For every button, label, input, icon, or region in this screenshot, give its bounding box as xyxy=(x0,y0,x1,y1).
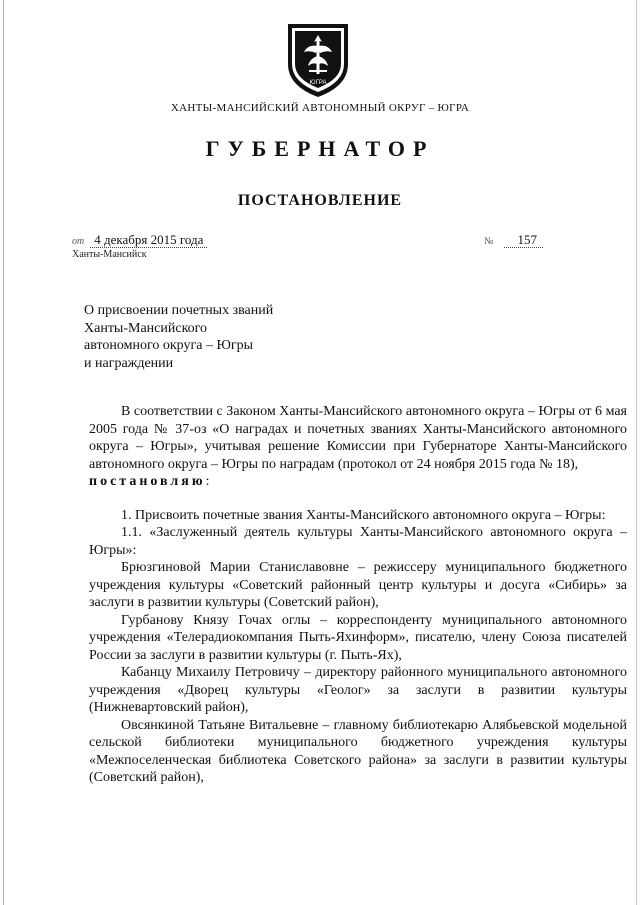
date-prefix: от xyxy=(72,236,85,247)
document-body xyxy=(89,403,627,787)
subject-line: О присвоении почетных званий xyxy=(84,303,274,318)
region-name: ХАНТЫ-МАНСИЙСКИЙ АВТОНОМНЫЙ ОКРУГ – ЮГРА xyxy=(170,102,470,114)
resolve-word: постановляю xyxy=(89,474,206,489)
governor-title: ГУБЕРНАТОР xyxy=(205,136,435,161)
preamble-text: В соответствии с Законом Ханты-Мансийского автономного округа – Югры от 6 мая 2005 года № 37-оз «О наградах и почетных званиях Ханты-Мансийского автономного округа – Югры», учитывая решение Комиссии при Губернаторе Ханты-Мансийского автономного округа – Югры по наградам (протокол от 24 ноября 2015 года № 18), xyxy=(89,404,627,472)
number-prefix: № xyxy=(484,236,494,247)
number-line xyxy=(484,232,543,248)
emblem-caption: ЮГРА xyxy=(309,80,327,86)
preamble-paragraph xyxy=(89,403,627,491)
award-paragraph: Брюзгиновой Марии Станиславовне – режиссеру муниципального бюджетного учреждения культуры «Советский районный центр культуры и досуга «Сибирь» за заслуги в развитии культуры (Советский район), xyxy=(89,560,627,610)
document-number: 157 xyxy=(504,232,544,248)
item-1-paragraph: 1. Присвоить почетные звания Ханты-Мансийского автономного округа – Югры: xyxy=(121,507,606,523)
coat-of-arms-emblem xyxy=(282,20,354,100)
document-date: 4 декабря 2015 года xyxy=(90,232,207,248)
item-1-1-paragraph: 1.1. «Заслуженный деятель культуры Ханты-Мансийского автономного округа – Югры»: xyxy=(89,525,627,558)
city-name: Ханты-Мансийск xyxy=(72,249,147,260)
award-paragraph: Гурбанову Князу Гочах оглы – корреспонденту муниципального автономного учреждения «Телерадиокомпания Пыть-Яхинформ», писателю, члену Союза писателей России за заслуги в развитии культуры (г. Пыть-Ях), xyxy=(89,612,627,663)
document-type: ПОСТАНОВЛЕНИЕ xyxy=(237,192,403,209)
subject-line: автономного округа – Югры xyxy=(84,338,253,353)
document-subject xyxy=(84,302,273,372)
award-paragraph: Кабанцу Михаилу Петровичу – директору районного муниципального автономного учреждения «Дворец культуры «Геолог» за заслуги в развитии культуры (Нижневартовский район), xyxy=(89,665,627,715)
subject-line: Ханты-Мансийского xyxy=(84,320,208,336)
subject-line: и награждении xyxy=(84,355,174,371)
award-paragraph: Овсянкиной Татьяне Витальевне – главному библиотекарю Алябьевской модельной сельской библиотеки муниципального бюджетного учреждения культуры «Межпоселенческая библиотека Советского района» за заслуги в развитии культуры (Советский район), xyxy=(89,717,627,785)
resolve-colon: : xyxy=(205,474,210,489)
date-line xyxy=(72,232,207,248)
